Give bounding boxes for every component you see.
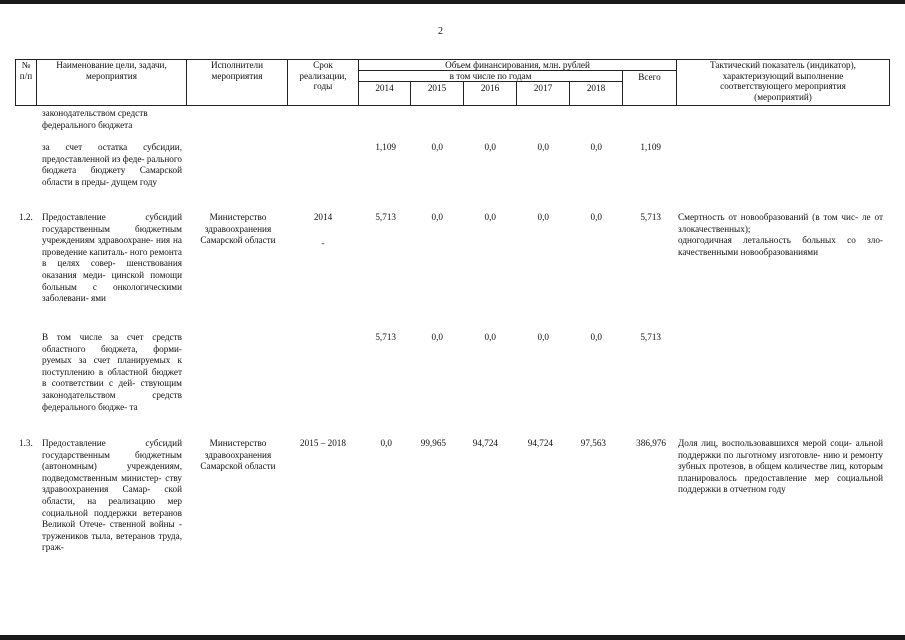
header-executor-col: Исполнители мероприятия: [210, 60, 264, 81]
row-name: Предоставление субсидий государственным бюджетным учреждениям здравоохране- ния на проведение капиталь- ного ремонта в целях совер- шенствования оказания меди- цинской помощи больным с онкологическими заболевани- ями: [42, 212, 182, 304]
value-2015: 0,0: [431, 332, 443, 342]
value-total: 5,713: [640, 212, 661, 222]
value-2016: 94,724: [472, 438, 498, 448]
row-name: В том числе за счет средств областного бюджета, форми- руемых за счет планируемых к поступлению в областной бюджет в соответствии с дей- ствующим законодательством средств федерального бюдже- та: [42, 332, 182, 412]
value-2018: 97,563: [580, 438, 606, 448]
value-2017: 0,0: [537, 332, 549, 342]
value-2017: 94,724: [527, 438, 553, 448]
value-2018: 0,0: [590, 142, 602, 152]
value-2014: 5,713: [375, 212, 396, 222]
row-name: Предоставление субсидий государственным бюджетным (автономным) учреждениям, подведомственным министер- ству здравоохранения Самар- ской области, на реализацию мер социальной поддержки ветеранов Великой Отече- ственной войны - тружеников тыла, ветеранов труда, граж-: [42, 438, 182, 553]
row-name: законодательством средств федерального бюджета: [42, 108, 148, 130]
value-2015: 99,965: [420, 438, 446, 448]
row-indicator: Смертность от новообразований (в том чис- ле от злокачественных); одногодичная летальность больных со зло- качественными новообразованиями: [678, 212, 883, 257]
value-2016: 0,0: [484, 332, 496, 342]
value-2015: 0,0: [431, 212, 443, 222]
row-term: 2014: [313, 212, 333, 222]
value-2017: 0,0: [537, 212, 549, 222]
value-2016: 0,0: [484, 142, 496, 152]
value-2016: 0,0: [484, 212, 496, 222]
header-year-2014: 2014: [375, 83, 394, 93]
header-years-group: в том числе по годам: [449, 71, 532, 81]
value-2014: 1,109: [375, 142, 396, 152]
row-name: за счет остатка субсидии, предоставленной из феде- рального бюджета бюджету Самарской области в преды- дущем году: [42, 142, 182, 187]
row-number: 1.2.: [19, 212, 33, 222]
value-total: 386,976: [636, 438, 666, 448]
row-number: 1.3.: [19, 438, 33, 448]
header-year-2018: 2018: [586, 83, 606, 93]
row-term: 2015 – 2018: [300, 438, 346, 448]
page-bottom-edge: [0, 635, 905, 640]
header-years-rule: [358, 81, 622, 82]
row-indicator: Доля лиц, воспользовавшихся мерой соци- альной поддержки по льготному изготовле- нию и ремонту зубных протезов, в общем количестве лиц, которым планировалось предоставление мер социальной поддержки в отчетном году: [678, 438, 883, 495]
value-2015: 0,0: [431, 142, 443, 152]
header-year-2016: 2016: [480, 83, 500, 93]
value-2017: 0,0: [537, 142, 549, 152]
value-total: 5,713: [640, 332, 661, 342]
header-term-col: Срок реализации, годы: [299, 60, 347, 91]
header-indicator-col: Тактический показатель (индикатор), характеризующий выполнение соответствующего мероприятия (мероприятий): [710, 60, 856, 102]
value-2018: 0,0: [590, 332, 602, 342]
header-funding-col: Объем финансирования, млн. рублей: [445, 60, 590, 70]
dash-mark: -: [321, 238, 325, 248]
header-year-2015: 2015: [427, 83, 447, 93]
row-executor: Министерство здравоохранения Самарской области: [200, 212, 276, 246]
value-2014: 0,0: [380, 438, 392, 448]
header-name-col: Наименование цели, задачи, мероприятия: [56, 60, 167, 81]
page-number: 2: [438, 26, 443, 37]
header-total-col: Всего: [638, 72, 661, 82]
value-2018: 0,0: [590, 212, 602, 222]
header-year-2017: 2017: [533, 83, 553, 93]
value-total: 1,109: [640, 142, 661, 152]
row-executor: Министерство здравоохранения Самарской области: [200, 438, 276, 472]
header-vline: [889, 59, 890, 106]
value-2014: 5,713: [375, 332, 396, 342]
header-bottom-rule: [15, 105, 890, 106]
page-top-edge: [0, 0, 905, 4]
header-number-col: № п/п: [19, 60, 33, 81]
